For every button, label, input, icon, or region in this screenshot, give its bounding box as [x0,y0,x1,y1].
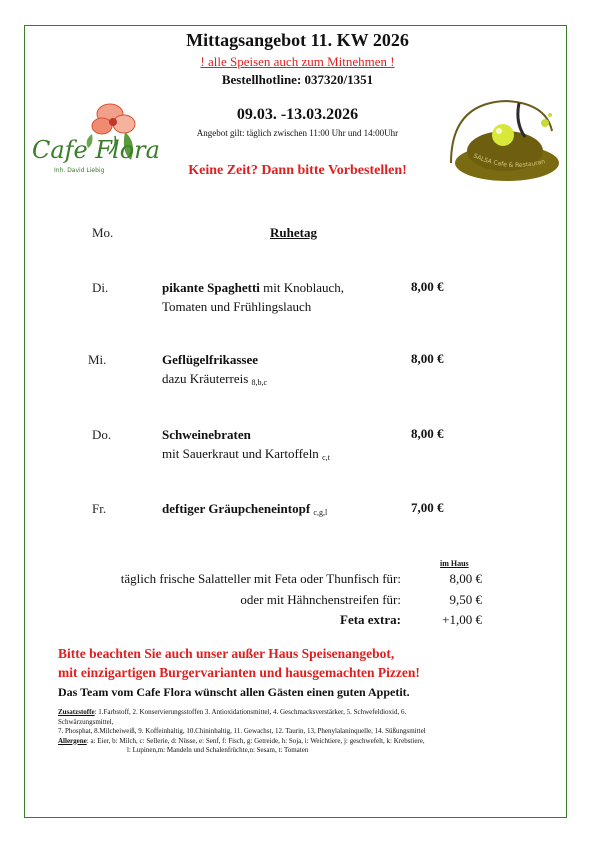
dish-wednesday-line2: dazu Kräuterreis [162,371,252,386]
price-thursday: 8,00 € [411,426,444,441]
price-wednesday: 8,00 € [411,351,444,366]
dish-tuesday [162,278,344,316]
salsa-logo [447,93,560,185]
dish-tuesday-desc: mit Knoblauch, [259,280,345,295]
salad-row-label: Feta extra: [340,612,401,627]
cafe-flora-logo [30,96,160,176]
dish-friday [162,499,327,522]
additives-line1: : 1.Farbstoff, 2. Konservierungsstoffen 3. Antioxidationsmittel, 4. Geschmacksverstärker, 5. Schwefeldioxid, 6. [94,708,407,716]
day-monday: Mo. [92,225,114,240]
price-tuesday: 8,00 € [411,279,444,294]
dish-thursday-line2: mit Sauerkraut und Kartoffeln [162,446,323,461]
takeaway-offer-note: Bitte beachten Sie auch unser außer Haus Speisenangebot, [58,646,395,661]
day-thursday: Do. [92,427,112,442]
dish-thursday [162,425,330,467]
salad-row-label: täglich frische Salatteller mit Feta oder Thunfisch für: [120,571,401,586]
day-friday: Fr. [92,501,107,516]
team-greeting: Das Team vom Cafe Flora wünscht allen Gästen einen guten Appetit. [58,685,410,699]
price-friday: 7,00 € [411,500,444,515]
additives-footnote [58,708,426,756]
additives-label: Zusatzstoffe [58,708,95,716]
day-tuesday: Di. [92,280,109,295]
allergen-codes: c,g,l [313,508,328,517]
logo-caption: SALSA Cafe & Restauran [472,152,546,169]
takeaway-note: ! alle Speisen auch zum Mitnehmen ! [200,54,395,69]
dish-friday-name: deftiger Gräupcheneintopf [162,501,314,516]
additives-line3: 7. Phosphat, 8.Milcheiweiß, 9. Koffeinhaltig, 10.Chininhaltig, 11. Gewachst, 12. Taurin, 13, Phenylalaninquelle, 14. Süßungsmittel [58,727,426,735]
allergens-label: Allergene [58,736,87,745]
week-dates: 09.03. -13.03.2026 [236,106,359,123]
additives-line2: Schwärzungsmittel, [58,717,114,726]
salad-row-price: 9,50 € [449,592,482,607]
allergens-line1: : a: Eier, b: Milch, c: Sellerie, d: Nüsse, e: Senf, f: Fisch, g: Getreide, h: Soja, i: Weichtiere, j: geschwefelt, k: Krebstiere, [86,736,425,745]
dish-thursday-name: Schweinebraten [162,427,251,442]
dish-tuesday-line2: Tomaten und Frühlingslauch [162,299,312,314]
order-hotline: Bestellhotline: 037320/1351 [221,72,374,87]
logo-owner: Inh. David Liebig [54,167,105,174]
page-title: Mittagsangebot 11. KW 2026 [186,30,409,50]
allergen-codes: 8,b,c [251,378,268,387]
dish-monday: Ruhetag [270,225,317,240]
offer-validity: Angebot gilt: täglich zwischen 11:00 Uhr und 14:00Uhr [196,128,399,138]
salad-row-price: +1,00 € [442,612,482,627]
salad-row-label: oder mit Hähnchenstreifen für: [240,592,401,607]
logo-text: Cafe Flora [32,136,160,164]
column-header-im-haus: im Haus [440,559,469,568]
allergen-codes: c,t [322,453,330,462]
preorder-promo: Keine Zeit? Dann bitte Vorbestellen! [188,163,407,178]
allergens-line2: l: Lupinen,m: Mandeln und Schalenfrüchte,n: Sesam, t: Tomaten [127,746,309,754]
dish-wednesday [162,350,267,392]
salad-row-price: 8,00 € [449,571,482,586]
day-wednesday: Mi. [88,352,107,367]
dish-wednesday-name: Geflügelfrikassee [162,352,259,367]
dish-tuesday-name: pikante Spaghetti [162,280,260,295]
burger-pizza-note: mit einzigartigen Burgervarianten und hausgemachten Pizzen! [58,665,420,680]
